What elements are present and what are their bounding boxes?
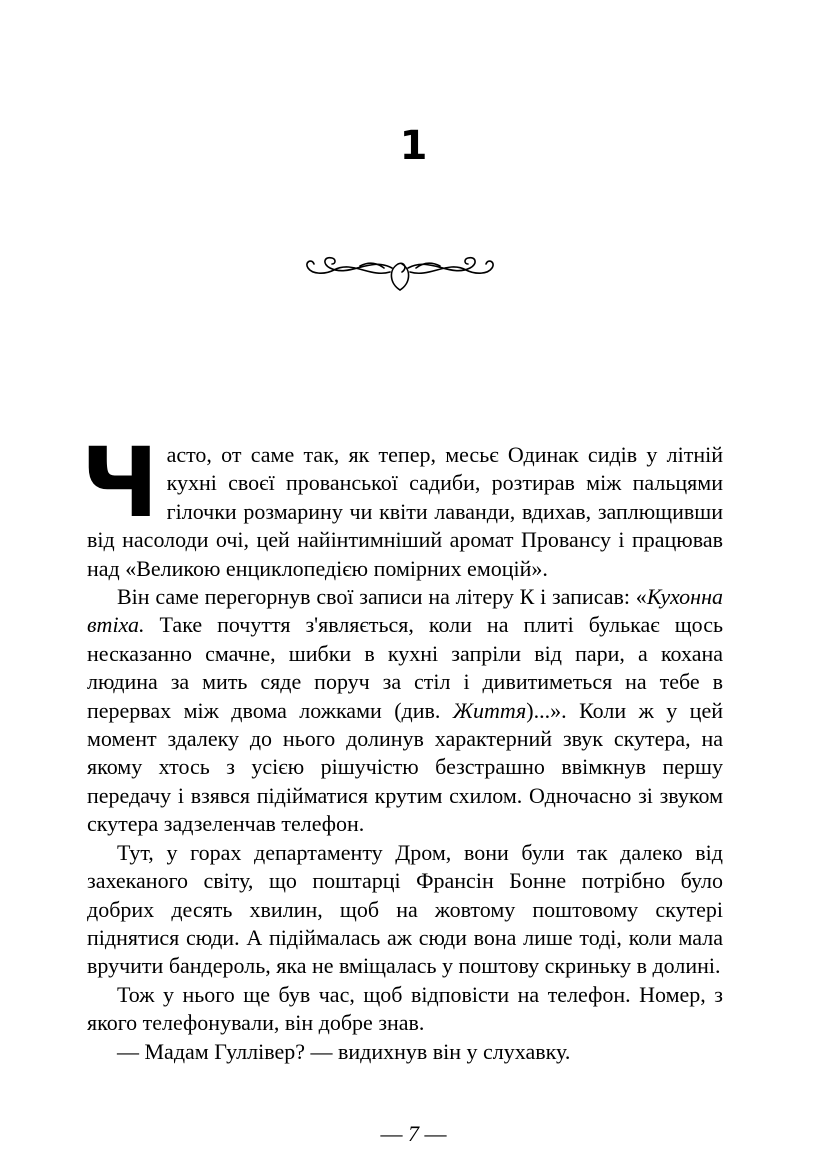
paragraph-3: Тут, у горах департаменту Дром, вони були так далеко від захеканого світу, що поштарці Франсін Бонне потрібно було добрих десять хвилин, щоб на жовтому поштовому скутері піднятися сюди. А підіймалась аж сюди вона лише тоді, коли мала вручити бандероль, яка не вміщалась у поштову скриньку в долині. <box>87 839 723 979</box>
paragraph-4: Тож у нього ще був час, щоб відповісти на телефон. Номер, з якого телефонували, він добре знав. <box>87 981 723 1036</box>
folio-dash-right: — <box>424 1121 447 1146</box>
chapter-number: 1 <box>399 123 428 169</box>
italic-term: Кухонна втіха. <box>87 584 723 638</box>
paragraph-2: Він саме перегорнув свої записи на літеру К і записав: «Кухонна втіха. Таке почуття з'являється, коли на плиті булькає щось несказанно смачне, шибки в кухні запріли від пари, а кохана людина за мить сяде поруч за стіл і дивитиметься на тебе в перервах між двома ложками (див. Життя)...». Коли ж у цей момент здалеку до нього долинув характерний звук скутера, на якому хтось з усією рішучістю безстрашно ввімкнув першу передачу і взявся підійматися крутим схилом. Одночасно зі звуком скутера задзеленчав телефон. <box>87 584 723 837</box>
drop-cap: Ч <box>81 427 159 539</box>
page-number-value: 7 <box>408 1121 419 1146</box>
folio-dash-left: — <box>380 1121 403 1146</box>
page-number <box>0 1120 827 1148</box>
paragraph-5: — Мадам Гуллівер? — видихнув він у слухавку. <box>117 1038 571 1064</box>
italic-term: Життя <box>452 697 527 723</box>
paragraph-1: Часто, от саме так, як тепер, месьє Одинак сидів у літній кухні своєї прованської садиби, розтирав між пальцями гілочки розмарину чи квіти лаванди, вдихав, заплющивши від насолоди очі, цей найінтимніший аромат Провансу і працював над «Великою енциклопедією помірних емоцій». <box>81 427 723 581</box>
flourish-ornament-icon <box>300 248 500 294</box>
body-text <box>81 427 723 1066</box>
